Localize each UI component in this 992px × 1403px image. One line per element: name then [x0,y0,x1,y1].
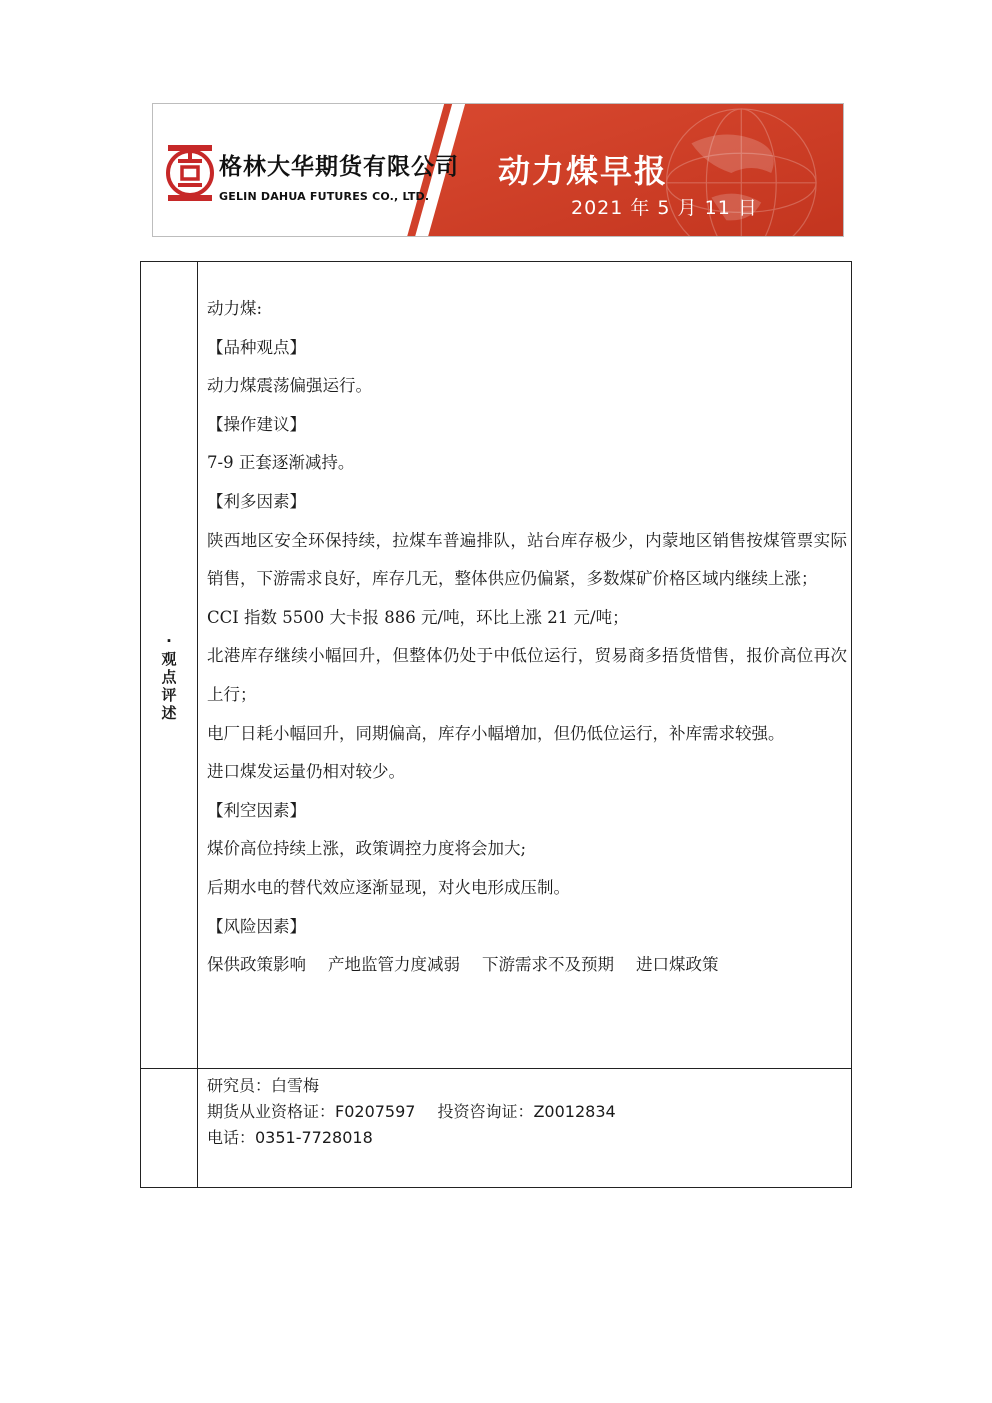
researcher-info [207,1073,616,1151]
advice-text: 7-9 正套逐渐减持。 [207,453,355,473]
intro-line: 动力煤: [207,299,263,318]
consult-license: 投资咨询证：Z0012834 [437,1102,616,1121]
viewpoint-content [207,290,847,985]
bullish-item: 陕西地区安全环保持续，拉煤车普遍排队，站台库存极少，内蒙地区销售按煤管票实际销售，下游需求良好，库存几无，整体供应仍偏紧，多数煤矿价格区域内继续上涨； [207,530,847,589]
column-divider [197,262,198,1187]
row-divider [141,1068,851,1069]
bearish-heading: 【利空因素】 [207,800,306,820]
report-banner [152,103,844,237]
bullish-item: 电厂日耗小幅回升，同期偏高，库存小幅增加，但仍低位运行，补库需求较强。 [207,723,785,743]
report-table [140,261,852,1188]
view-heading: 【品种观点】 [207,337,306,357]
bullish-item: 进口煤发运量仍相对较少。 [207,762,405,782]
risk-item: 下游需求不及预期 [482,955,614,975]
advice-heading: 【操作建议】 [207,414,306,434]
bullish-item: CCI 指数 5500 大卡报 886 元/吨，环比上涨 21 元/吨； [207,607,629,627]
company-name-en: GELIN DAHUA FUTURES CO., LTD. [219,190,430,203]
report-title: 动力煤早报 [498,152,669,190]
phone-number: 电话：0351-7728018 [207,1128,373,1147]
risk-item: 进口煤政策 [636,955,719,975]
license-line [207,1099,616,1125]
company-logo-icon [165,142,215,204]
company-name-cn: 格林大华期货有限公司 [219,154,459,180]
risk-item: 保供政策影响 [207,955,306,975]
researcher-name: 研究员：白雪梅 [207,1076,320,1095]
report-date: 2021 年 5 月 11 日 [571,197,758,219]
bullish-heading: 【利多因素】 [207,491,306,511]
futures-license: 期货从业资格证：F0207597 [207,1102,416,1121]
risk-heading: 【风险因素】 [207,916,306,936]
view-text: 动力煤震荡偏强运行。 [207,376,372,396]
bearish-item: 后期水电的替代效应逐渐显现，对火电形成压制。 [207,877,570,897]
bullish-item: 北港库存继续小幅回升，但整体仍处于中低位运行，贸易商多捂货惜售，报价高位再次上行； [207,646,847,704]
side-label-viewpoint: · 观 点 评 述 [161,632,177,722]
bearish-item: 煤价高位持续上涨，政策调控力度将会加大; [207,839,527,859]
risk-list [207,946,847,985]
risk-item: 产地监管力度减弱 [328,955,460,975]
